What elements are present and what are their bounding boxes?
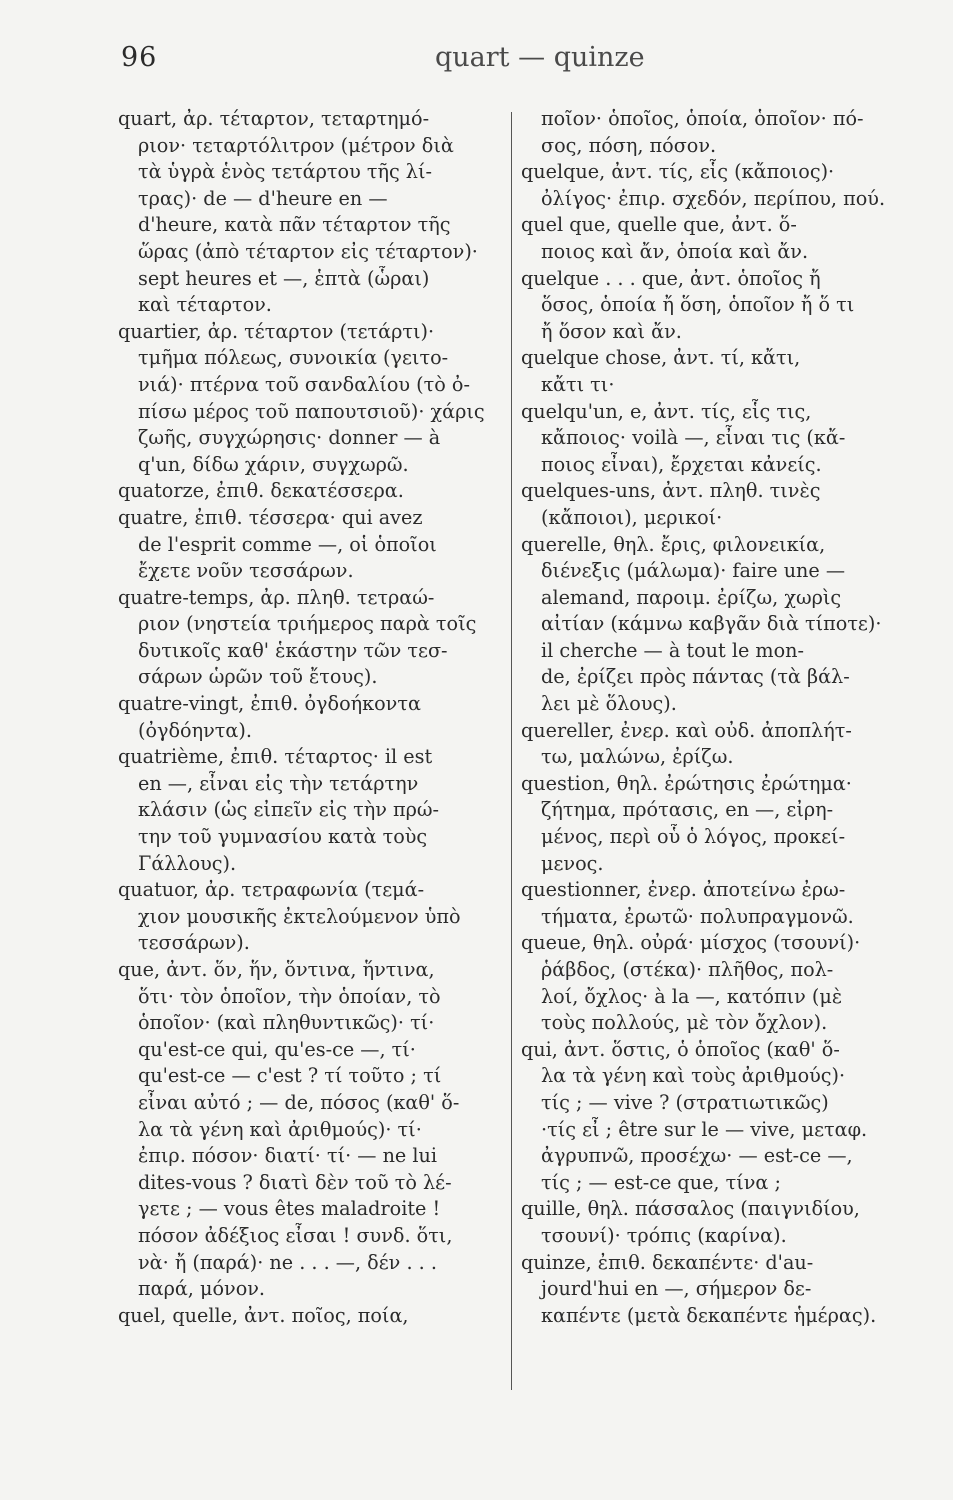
entry-line: quartier, ἀρ. τέταρτον (τετάρτι)·	[118, 319, 435, 343]
entry-line: qui, ἀντ. ὅστις, ὁ ὁποῖος (καθ' ὅ-	[521, 1037, 840, 1061]
entry-line: quatre-temps, ἀρ. πληθ. τετραώ-	[118, 585, 435, 609]
entry-line: αἰτίαν (κάμνω καβγᾶν διὰ τίποτε)·	[541, 612, 882, 636]
entry-line: que, ἀντ. ὅν, ἥν, ὅντινα, ἥντινα,	[118, 958, 435, 981]
entry-line: κἄτι τι·	[541, 372, 615, 396]
entry-line: τήματα, ἐρωτῶ· πολυπραγμονῶ.	[541, 904, 854, 928]
entry-line: quel que, quelle que, ἀντ. ὅ-	[521, 213, 797, 237]
entry-line: ἔχετε νοῦν τεσσάρων.	[138, 559, 354, 583]
entry-line: σάρων ὡρῶν τοῦ ἔτους).	[138, 665, 378, 689]
entry-line: quelque . . . que, ἀντ. ὁποῖος ἤ	[521, 266, 821, 290]
entry-line: μενος.	[541, 851, 604, 875]
entry-line: τοὺς πολλούς, μὲ τὸν ὄχλον).	[541, 1011, 828, 1035]
entry-line: τεσσάρων).	[138, 931, 250, 955]
entry-line: ριον (νηστεία τριήμερος παρὰ τοῖς	[138, 612, 477, 636]
entry-line: λει μὲ ὅλους).	[541, 692, 677, 716]
page-number: 96	[121, 42, 158, 73]
entry-line: il cherche — à tout le mon-	[541, 638, 804, 662]
entry-line: την τοῦ γυμνασίου κατὰ τοὺς	[138, 825, 428, 849]
entry-line: ζωῆς, συγχώρησις· donner — à	[138, 426, 441, 450]
entry-line: τσουνί)· τρόπις (καρίνα).	[541, 1223, 787, 1247]
entry-line: questionner, ἐνερ. ἀποτείνω ἐρω-	[521, 878, 846, 902]
entry-line: quelque chose, ἀντ. τί, κἄτι,	[521, 346, 801, 370]
entry-line: ὅτι· τὸν ὁποῖον, τὴν ὁποίαν, τὸ	[138, 984, 441, 1008]
entry-line: qu'est-ce qui, qu'es-ce —, τί·	[138, 1037, 416, 1061]
entry-line: quatre-vingt, ἐπιθ. ὀγδοήκοντα	[118, 692, 421, 716]
entry-line: διένεξις (μάλωμα)· faire une —	[541, 559, 846, 583]
entry-line: κλάσιν (ὡς εἰπεῖν εἰς τὴν πρώ-	[138, 798, 439, 822]
entry-line: τω, μαλώνω, ἐρίζω.	[541, 745, 734, 769]
entry-line: τίς ; — vive ? (στρατιωτικῶς)	[541, 1090, 829, 1114]
entry-line: quelques-uns, ἀντ. πληθ. τινὲς	[521, 479, 821, 503]
entry-line: ὀλίγος· ἐπιρ. σχεδόν, περίπου, πού.	[541, 186, 886, 210]
entry-line: πόσον ἀδέξιος εἶσαι ! συνδ. ὅτι,	[138, 1223, 453, 1247]
entry-line: ἤ ὅσον καὶ ἄν.	[541, 319, 682, 343]
entry-line: παρά, μόνον.	[138, 1277, 266, 1301]
entry-line: d'heure, κατὰ πᾶν τέταρτον τῆς	[138, 213, 451, 237]
entry-line: ῥάβδος, (στέκα)· πλῆθος, πολ-	[541, 958, 834, 981]
entry-line: querelle, θηλ. ἔρις, φιλονεικία,	[521, 532, 826, 556]
entry-line: quatuor, ἀρ. τετραφωνία (τεμά-	[118, 878, 425, 902]
left-column	[118, 106, 508, 1329]
entry-line: quereller, ἐνερ. καὶ οὐδ. ἀποπλήτ-	[521, 718, 852, 742]
entry-line: qu'est-ce — c'est ? τί τοῦτο ; τί	[138, 1064, 442, 1088]
entry-line: λα τὰ γένη καὶ ἀριθμούς)· τί·	[138, 1117, 422, 1141]
entry-line: ἐπιρ. πόσον· διατί· τί· — ne lui	[138, 1144, 438, 1168]
running-head: quart — quinze	[435, 42, 645, 73]
entry-line: ζήτημα, πρότασις, en —, εἰρη-	[541, 798, 834, 822]
entry-line: τρας)· de — d'heure en —	[138, 186, 388, 210]
entry-line: τμῆμα πόλεως, συνοικία (γειτο-	[138, 346, 449, 370]
right-column	[521, 106, 929, 1329]
entry-line: ὁποῖον· (καὶ πληθυντικῶς)· τί·	[138, 1011, 435, 1035]
entry-line: νιά)· πτέρνα τοῦ σανδαλίου (τὸ ὀ-	[138, 372, 470, 396]
entry-line: quel, quelle, ἀντ. ποῖος, ποία,	[118, 1303, 409, 1327]
entry-line: καπέντε (μετὰ δεκαπέντε ἡμέρας).	[541, 1303, 877, 1327]
entry-line: (κἄποιοι), μερικοί·	[541, 505, 723, 529]
page-header	[0, 38, 953, 78]
entry-line: quinze, ἐπιθ. δεκαπέντε· d'au-	[521, 1250, 814, 1274]
entry-line: καὶ τέταρτον.	[138, 293, 272, 317]
entry-line: jourd'hui en —, σήμερον δε-	[541, 1277, 812, 1301]
entry-line: τίς ; — est-ce que, τίνα ;	[541, 1170, 781, 1194]
entry-line: μένος, περὶ οὗ ὁ λόγος, προκεί-	[541, 825, 846, 849]
entry-line: sept heures et —, ἑπτὰ (ὧραι)	[138, 266, 430, 290]
entry-line: εἶναι αὐτό ; — de, πόσος (καθ' ὅ-	[138, 1090, 460, 1114]
entry-line: quille, θηλ. πάσσαλος (παιγνιδίου,	[521, 1197, 860, 1221]
entry-line: Γάλλους).	[138, 851, 237, 875]
entry-line: δυτικοῖς καθ' ἑκάστην τῶν τεσ-	[138, 638, 448, 662]
entry-line: q'un, δίδω χάριν, συγχωρῶ.	[138, 452, 409, 476]
entry-line: πίσω μέρος τοῦ παπουτσιοῦ)· χάρις	[138, 399, 485, 423]
entry-line: dites-vous ? διατὶ δὲν τοῦ τὸ λέ-	[138, 1170, 452, 1194]
entry-line: χιον μουσικῆς ἐκτελούμενον ὑπὸ	[138, 904, 461, 928]
entry-line: quelque, ἀντ. τίς, εἷς (κἄποιος)·	[521, 160, 835, 184]
entry-line: λα τὰ γένη καὶ τοὺς ἀριθμούς)·	[541, 1064, 846, 1088]
entry-line: κἄποιος· voilà —, εἶναι τις (κἄ-	[541, 426, 846, 450]
entry-line: ὅσος, ὁποία ἤ ὅση, ὁποῖον ἤ ὅ τι	[541, 293, 855, 317]
entry-line: ἀγρυπνῶ, προσέχω· — est-ce —,	[541, 1144, 853, 1168]
entry-line: quart, ἀρ. τέταρτον, τεταρτημό-	[118, 107, 430, 130]
entry-line: queue, θηλ. οὐρά· μίσχος (τσουνί)·	[521, 931, 861, 955]
entry-line: question, θηλ. ἐρώτησις ἐρώτημα·	[521, 771, 852, 795]
entry-line: ριον· τεταρτόλιτρον (μέτρον διὰ	[138, 133, 454, 157]
entry-line: de l'esprit comme —, οἱ ὁποῖοι	[138, 532, 437, 556]
entry-line: ποιος εἶναι), ἔρχεται κἀνείς.	[541, 452, 822, 476]
entry-line: quelqu'un, e, ἀντ. τίς, εἷς τις,	[521, 399, 812, 423]
entry-line: alemand, παροιμ. ἐρίζω, χωρὶς	[541, 585, 842, 609]
entry-line: en —, εἶναι εἰς τὴν τετάρτην	[138, 771, 419, 795]
entry-line: ὥρας (ἀπὸ τέταρτον εἰς τέταρτον)·	[138, 239, 478, 263]
entry-line: ποῖον· ὁποῖος, ὁποία, ὁποῖον· πό-	[541, 107, 864, 130]
column-divider	[511, 112, 512, 1390]
entry-line: λοί, ὄχλος· à la —, κατόπιν (μὲ	[541, 984, 843, 1008]
entry-line: νὰ· ἤ (παρά)· ne . . . —, δέν . . .	[138, 1250, 437, 1274]
entry-line: (ὀγδόηντα).	[138, 718, 252, 742]
entry-line: γετε ; — vous êtes maladroite !	[138, 1197, 441, 1221]
entry-line: de, ἐρίζει πρὸς πάντας (τὰ βάλ-	[541, 665, 850, 689]
entry-line: ·τίς εἶ ; être sur le — vive, μεταφ.	[541, 1117, 868, 1141]
entry-line: σος, πόση, πόσον.	[541, 133, 717, 157]
entry-line: quatorze, ἐπιθ. δεκατέσσερα.	[118, 479, 404, 503]
entry-line: τὰ ὑγρὰ ἑνὸς τετάρτου τῆς λί-	[138, 160, 432, 184]
entry-line: ποιος καὶ ἄν, ὁποία καὶ ἄν.	[541, 239, 809, 263]
entry-line: quatre, ἐπιθ. τέσσερα· qui avez	[118, 505, 423, 529]
entry-line: quatrième, ἐπιθ. τέταρτος· il est	[118, 745, 433, 769]
